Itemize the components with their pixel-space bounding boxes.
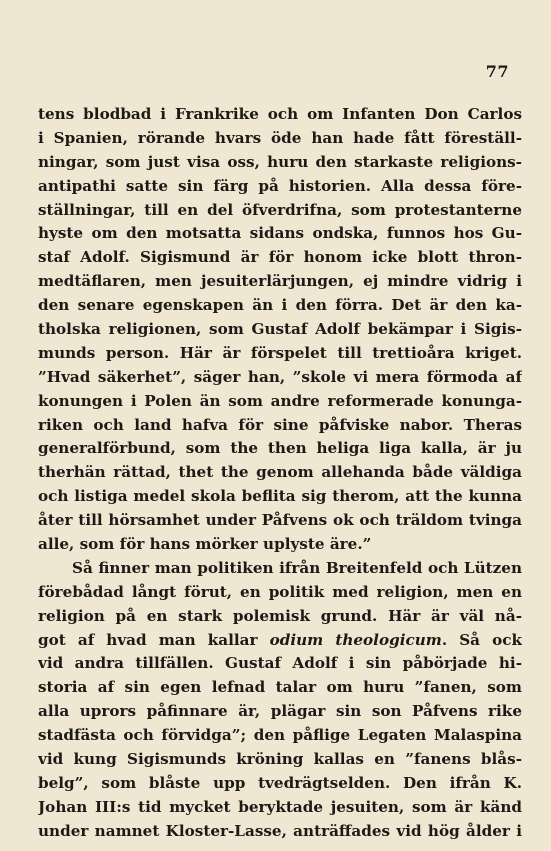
text-line: Så finner man politiken ifrån Breitenfeld och Lützen (72, 558, 522, 577)
text-line: och listiga medel skola beflita sig therom, att the kunna (38, 487, 522, 506)
text-line: storia af sin egen lefnad talar om huru ”fanen, som (38, 678, 522, 697)
text-line: hyste om den motsatta sidans ondska, funnos hos Gu- (38, 224, 522, 243)
text-line: åter till hörsamhet under Påfvens ok och träldom tvinga (38, 511, 522, 530)
body-text (38, 103, 522, 844)
text-line: generalförbund, som the then heliga liga kalla, är ju (38, 439, 522, 458)
text-line: got af hvad man kallar odium theologicum. Så ock (38, 630, 522, 649)
text-line: ningar, som just visa oss, huru den starkaste religions- (38, 152, 522, 171)
text-line: medtäflaren, men jesuiterlärjungen, ej mindre vidrig i (38, 272, 522, 291)
text-line: i Spanien, rörande hvars öde han hade fått föreställ- (38, 128, 522, 147)
text-line: under namnet Kloster-Lasse, anträffades vid hög ålder i (38, 821, 522, 840)
text-line: tholska religionen, som Gustaf Adolf bekämpar i Sigis- (38, 320, 522, 339)
text-line: tens blodbad i Frankrike och om Infanten Don Carlos (38, 105, 522, 123)
text-line: staf Adolf. Sigismund är för honom icke blott thron- (38, 248, 522, 267)
page-number: 77 (485, 62, 509, 81)
latin-phrase: odium theologicum (269, 630, 442, 649)
text-line: belg”, som blåste upp tvedrägtselden. Den ifrån K. (38, 773, 522, 792)
text-line: förebådad långt förut, en politik med religion, men en (38, 582, 522, 601)
text-line: munds person. Här är förspelet till trettioåra kriget. (38, 343, 522, 362)
text-line: konungen i Polen än som andre reformerade konunga- (38, 391, 522, 410)
text-line: stadfästa och förvidga”; den påflige Legaten Malaspina (38, 726, 522, 745)
text-line: religion på en stark polemisk grund. Här är väl nå- (38, 606, 522, 625)
text-line: vid kung Sigismunds kröning kallas en ”fanens blås- (38, 750, 522, 769)
text-line: alle, som för hans mörker uplyste äre.” (38, 535, 372, 554)
text-line: alla uprors påfinnare är, plägar sin son Påfvens rike (38, 702, 522, 721)
text-line: ställningar, till en del öfverdrifna, som protestanterne (38, 200, 522, 219)
text-line: vid andra tillfällen. Gustaf Adolf i sin påbörjade hi- (38, 654, 522, 673)
text-line: ”Hvad säkerhet”, säger han, ”skole vi mera förmoda af (38, 367, 522, 386)
text-line: antipathi satte sin färg på historien. Alla dessa före- (38, 176, 522, 195)
text-line: Johan III:s tid mycket beryktade jesuiten, som är känd (38, 797, 522, 816)
text-line: therhän rättad, thet the genom allehanda både väldiga (38, 463, 522, 482)
text-line: riken och land hafva för sine påfviske nabor. Theras (38, 415, 522, 434)
text-line: den senare egenskapen än i den förra. Det är den ka- (38, 296, 522, 315)
